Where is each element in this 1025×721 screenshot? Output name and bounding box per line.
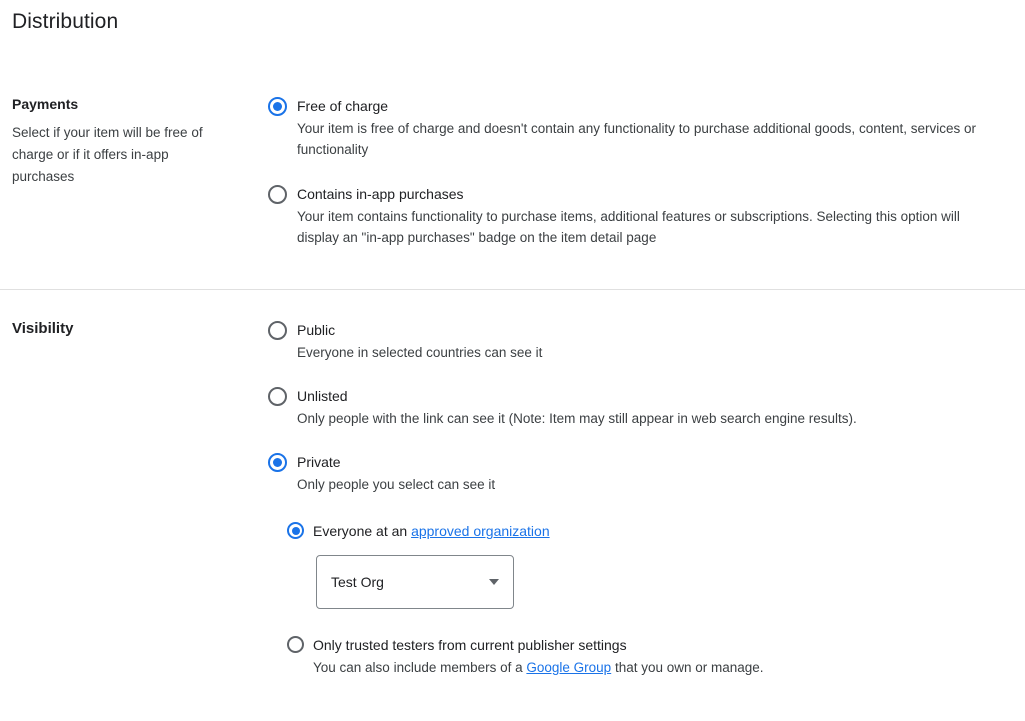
section-divider <box>0 289 1025 290</box>
payments-option-free-of-charge-description: Your item is free of charge and doesn't contain any functionality to purchase additional goods, content, services or functionality <box>297 121 976 157</box>
private-option-trusted-testers-description <box>313 657 764 678</box>
radio-unlisted[interactable] <box>268 387 287 406</box>
visibility-section <box>0 320 1025 678</box>
radio-approved-organization[interactable] <box>287 522 304 539</box>
payments-section <box>0 96 1025 262</box>
private-option-trusted-testers-label: Only trusted testers from current publisher settings <box>313 637 627 653</box>
private-option-organization[interactable] <box>287 521 1005 541</box>
visibility-option-public-description: Everyone in selected countries can see it <box>297 345 543 360</box>
payments-option-free-of-charge-label: Free of charge <box>297 98 389 114</box>
visibility-options <box>268 320 1025 678</box>
visibility-option-private[interactable] <box>268 452 1005 495</box>
payments-options <box>268 96 1025 262</box>
trusted-testers-sub-prefix: You can also include members of a <box>313 660 527 675</box>
payments-option-in-app-purchases[interactable] <box>268 184 1005 248</box>
payments-description: Select if your item will be free of charge or if it offers in-app purchases <box>12 125 203 184</box>
payments-option-in-app-purchases-label: Contains in-app purchases <box>297 186 464 202</box>
visibility-section-info <box>0 320 268 678</box>
organization-select-value: Test Org <box>331 574 384 590</box>
approved-organization-link[interactable]: approved organization <box>411 523 550 539</box>
visibility-option-unlisted-label: Unlisted <box>297 388 348 404</box>
organization-select-wrapper <box>316 555 1005 609</box>
private-option-organization-label-prefix: Everyone at an <box>313 523 412 539</box>
visibility-option-private-label: Private <box>297 454 341 470</box>
visibility-option-unlisted-description: Only people with the link can see it (Note: Item may still appear in web search engine results). <box>297 411 857 426</box>
visibility-option-unlisted[interactable] <box>268 386 1005 429</box>
organization-select[interactable] <box>316 555 514 609</box>
payments-option-in-app-purchases-description: Your item contains functionality to purchase items, additional features or subscriptions. Selecting this option will display an "in-app purchases" badge on the item detail page <box>297 209 960 245</box>
google-group-link[interactable]: Google Group <box>526 660 612 675</box>
visibility-option-private-description: Only people you select can see it <box>297 477 496 492</box>
radio-private[interactable] <box>268 453 287 472</box>
radio-in-app-purchases[interactable] <box>268 185 287 204</box>
payments-heading: Payments <box>12 96 79 112</box>
visibility-option-public-label: Public <box>297 322 336 338</box>
trusted-testers-sub-suffix: that you own or manage. <box>611 660 764 675</box>
radio-trusted-testers[interactable] <box>287 636 304 653</box>
visibility-option-public[interactable] <box>268 320 1005 363</box>
visibility-heading: Visibility <box>12 320 74 337</box>
page-title: Distribution <box>12 10 119 33</box>
radio-free-of-charge[interactable] <box>268 97 287 116</box>
private-option-organization-label <box>313 521 550 541</box>
radio-public[interactable] <box>268 321 287 340</box>
chevron-down-icon <box>489 579 499 585</box>
private-suboptions <box>287 521 1005 678</box>
payments-section-info <box>0 96 268 262</box>
payments-option-free-of-charge[interactable] <box>268 96 1005 160</box>
private-option-trusted-testers[interactable] <box>287 635 1005 678</box>
